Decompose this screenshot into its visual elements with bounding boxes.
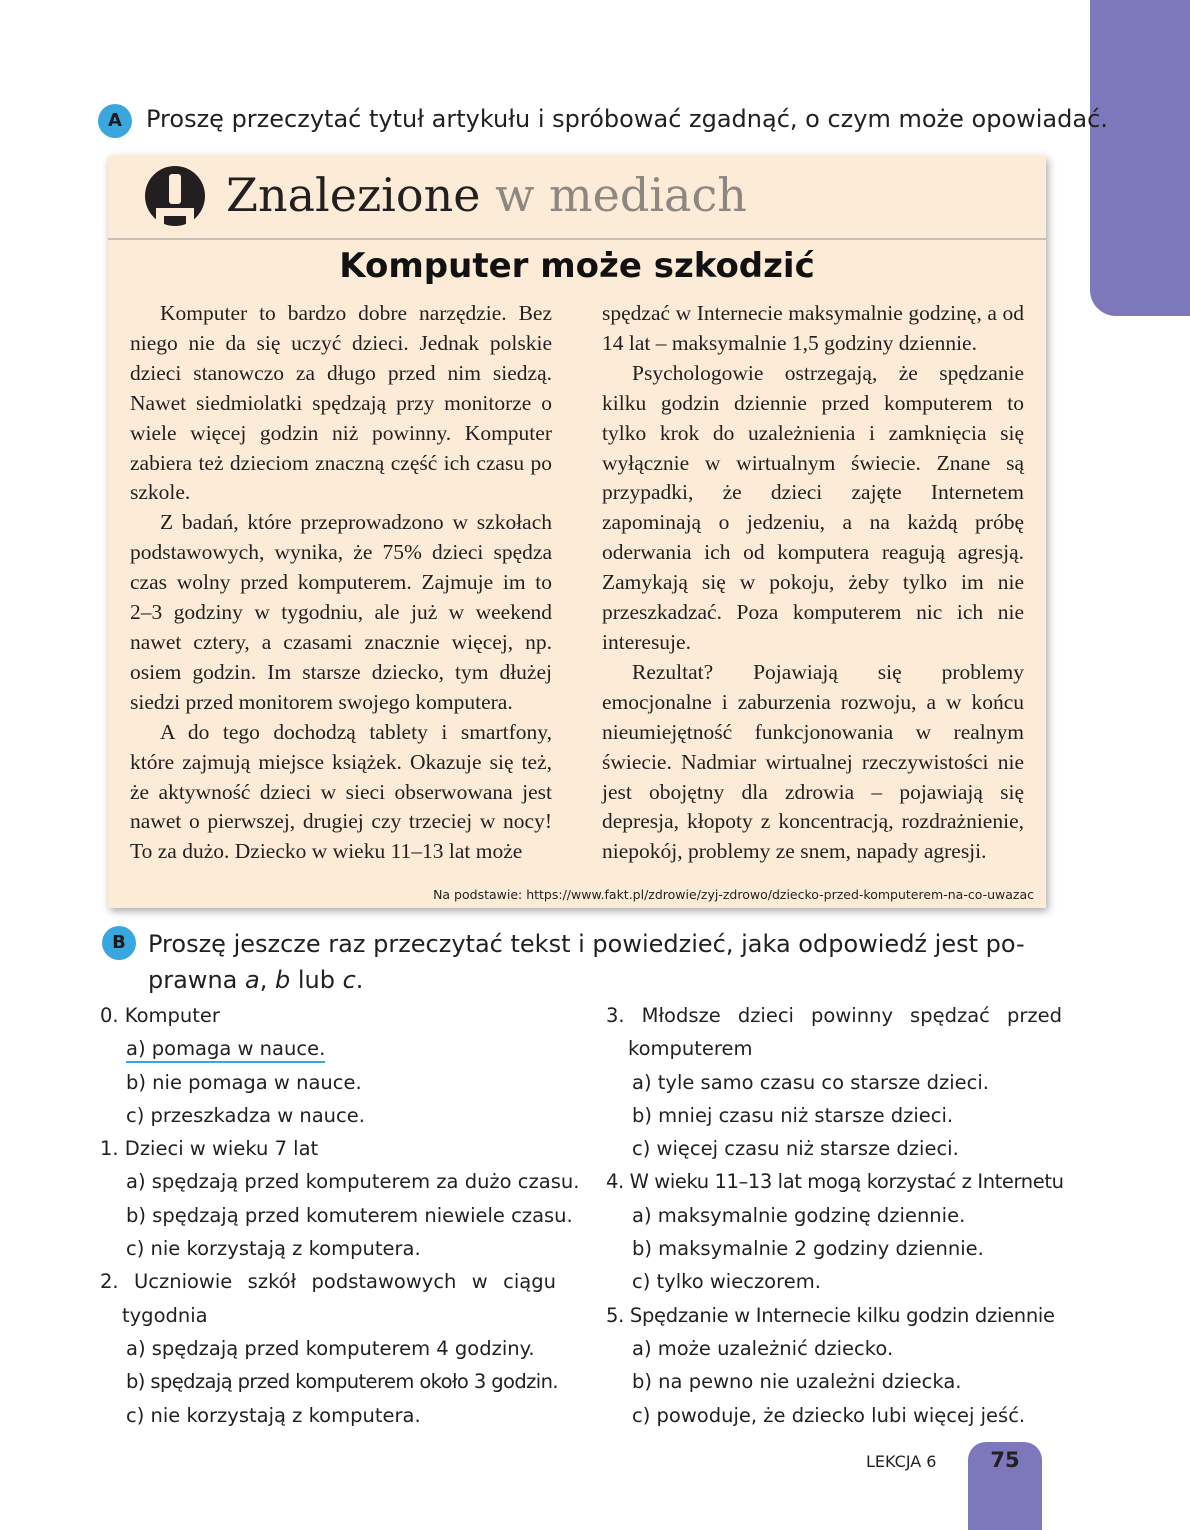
question-stem: 2. Uczniowie szkół podstawowych w ciągu bbox=[100, 1270, 556, 1294]
answer-option[interactable]: c) przeszkadza w nauce. bbox=[126, 1103, 365, 1127]
article-paragraph: A do tego dochodzą tablety i smartfony, które zajmują miejsce książek. Okazuje się też, że aktywność dzieci w sieci obserwowana jest nawet o pierwszej, drugiej czy trzeciej w nocy! To za dużo. Dziecko w wieku 11–13 lat może bbox=[130, 719, 552, 864]
article-column-right bbox=[602, 299, 1024, 867]
answer-option[interactable]: a) maksymalnie godzinę dziennie. bbox=[632, 1203, 966, 1227]
question-stem: 3. Młodsze dzieci powinny spędzać przed bbox=[606, 1004, 1062, 1027]
answer-option[interactable]: b) spędzają przed komputerem około 3 godzin. bbox=[126, 1370, 558, 1394]
question-stem-continued: tygodnia bbox=[122, 1303, 208, 1327]
questions-right-column bbox=[606, 999, 1062, 1432]
answer-option[interactable]: a) może uzależnić dziecko. bbox=[632, 1336, 894, 1360]
answer-option-selected[interactable]: a) pomaga w nauce. bbox=[100, 1032, 556, 1065]
media-title-word2: w mediach bbox=[495, 168, 747, 222]
section-b-instruction-line1: Proszę jeszcze raz przeczytać tekst i powiedzieć, jaka odpowiedź jest po- bbox=[148, 930, 1025, 958]
lesson-label: LEKCJA 6 bbox=[866, 1452, 937, 1471]
page-number: 75 bbox=[990, 1448, 1020, 1472]
media-title-word1: Znalezione bbox=[226, 168, 481, 222]
answer-option[interactable]: a) tyle samo czasu co starsze dzieci. bbox=[632, 1070, 989, 1094]
article-paragraph: Rezultat? Pojawiają się problemy emocjonalne i zaburzenia rozwoju, a w końcu nieumiejętność funkcjonowania w realnym świecie. Nadmiar wirtualnej rzeczywistości nie jest obojętny dla zdrowia – pojawiają się depresja, kłopoty z koncentracją, rozdrażnienie, niepokój, problemy ze snem, napady agresji. bbox=[602, 659, 1024, 864]
section-a-instruction: Proszę przeczytać tytuł artykułu i spróbować zgadnąć, o czym może opowiadać. bbox=[146, 105, 1108, 133]
answer-option[interactable]: c) więcej czasu niż starsze dzieci. bbox=[632, 1137, 959, 1161]
questions-left-column bbox=[100, 999, 580, 1432]
answer-option[interactable]: b) maksymalnie 2 godziny dziennie. bbox=[632, 1237, 984, 1261]
question-stem: 4. W wieku 11–13 lat mogą korzystać z Internetu bbox=[606, 1170, 1064, 1194]
answer-option[interactable]: c) tylko wieczorem. bbox=[632, 1270, 821, 1294]
question-stem-continued: komputerem bbox=[628, 1037, 753, 1061]
section-b-instruction bbox=[148, 926, 1048, 998]
answer-option[interactable]: b) nie pomaga w nauce. bbox=[126, 1070, 362, 1094]
article-paragraph: Komputer to bardzo dobre narzędzie. Bez niego nie da się uczyć dzieci. Jednak polskie dzieci stanowczo za długo przed nim siedzą. Nawet siedmiolatki spędzają przy monitorze o wiele więcej godzin niż powinny. Komputer zabiera też dzieciom znaczną część ich czasu po szkole. bbox=[130, 301, 552, 505]
question-stem: 1. Dzieci w wieku 7 lat bbox=[100, 1137, 319, 1161]
article-paragraph: Psychologowie ostrzegają, że spędzanie kilku godzin dziennie przed komputerem to tylko krok do uzależnienia i zamknięcia się wyłącznie w wirtualnym świecie. Znane są przypadki, że dzieci zajęte Internetem zapominają o jedzeniu, a na każdą próbę oderwania ich od komputera reagują agresją. Zamykają się w pokoju, żeby tylko im nie przeszkadzać. Poza komputerem nic ich nie interesuje. bbox=[602, 360, 1024, 654]
answer-option[interactable]: c) powoduje, że dziecko lubi więcej jeść. bbox=[632, 1403, 1026, 1427]
question-stem: 5. Spędzanie w Internecie kilku godzin dziennie bbox=[606, 1303, 1055, 1327]
article-title: Komputer może szkodzić bbox=[339, 246, 815, 286]
media-section-title bbox=[226, 168, 747, 222]
speech-bubble-exclamation-icon bbox=[142, 166, 208, 232]
article-paragraph: Z badań, które przeprowadzono w szkołach podstawowych, wynika, że 75% dzieci spędza czas wolny przed komputerem. Zajmuje im to 2–3 godziny w tygodniu, ale już w weekend nawet cztery, a czasami znacznie więcej, np. osiem godzin. Im starsze dziecko, tym dłużej siedzi przed monitorem swojego komputera. bbox=[130, 510, 552, 714]
answer-option[interactable]: b) spędzają przed komuterem niewiele czasu. bbox=[126, 1203, 573, 1227]
section-a-badge: A bbox=[98, 104, 132, 138]
article-column-left bbox=[130, 299, 552, 867]
section-b-instruction-line2: prawna a, b lub c. bbox=[148, 966, 364, 994]
side-tab-decoration bbox=[1090, 0, 1190, 316]
answer-option[interactable]: b) mniej czasu niż starsze dzieci. bbox=[632, 1103, 954, 1127]
answer-option[interactable]: b) na pewno nie uzależni dziecka. bbox=[632, 1370, 962, 1394]
answer-option[interactable]: c) nie korzystają z komputera. bbox=[126, 1403, 421, 1427]
answer-option[interactable]: a) spędzają przed komputerem za dużo czasu. bbox=[126, 1170, 580, 1194]
section-b-badge: B bbox=[102, 926, 136, 960]
question-stem: 0. Komputer bbox=[100, 1004, 220, 1027]
article-paragraph: spędzać w Internecie maksymalnie godzinę, a od 14 lat – maksymalnie 1,5 godziny dziennie. bbox=[602, 301, 1024, 355]
media-header bbox=[108, 156, 1046, 240]
answer-option[interactable]: c) nie korzystają z komputera. bbox=[126, 1237, 421, 1261]
page-number-tab bbox=[968, 1442, 1042, 1530]
article-box bbox=[108, 156, 1046, 908]
answer-option[interactable]: a) spędzają przed komputerem 4 godziny. bbox=[126, 1336, 535, 1360]
article-source: Na podstawie: https://www.fakt.pl/zdrowie/zyj-zdrowo/dziecko-przed-komputerem-na-co-uwazac bbox=[433, 887, 1034, 902]
